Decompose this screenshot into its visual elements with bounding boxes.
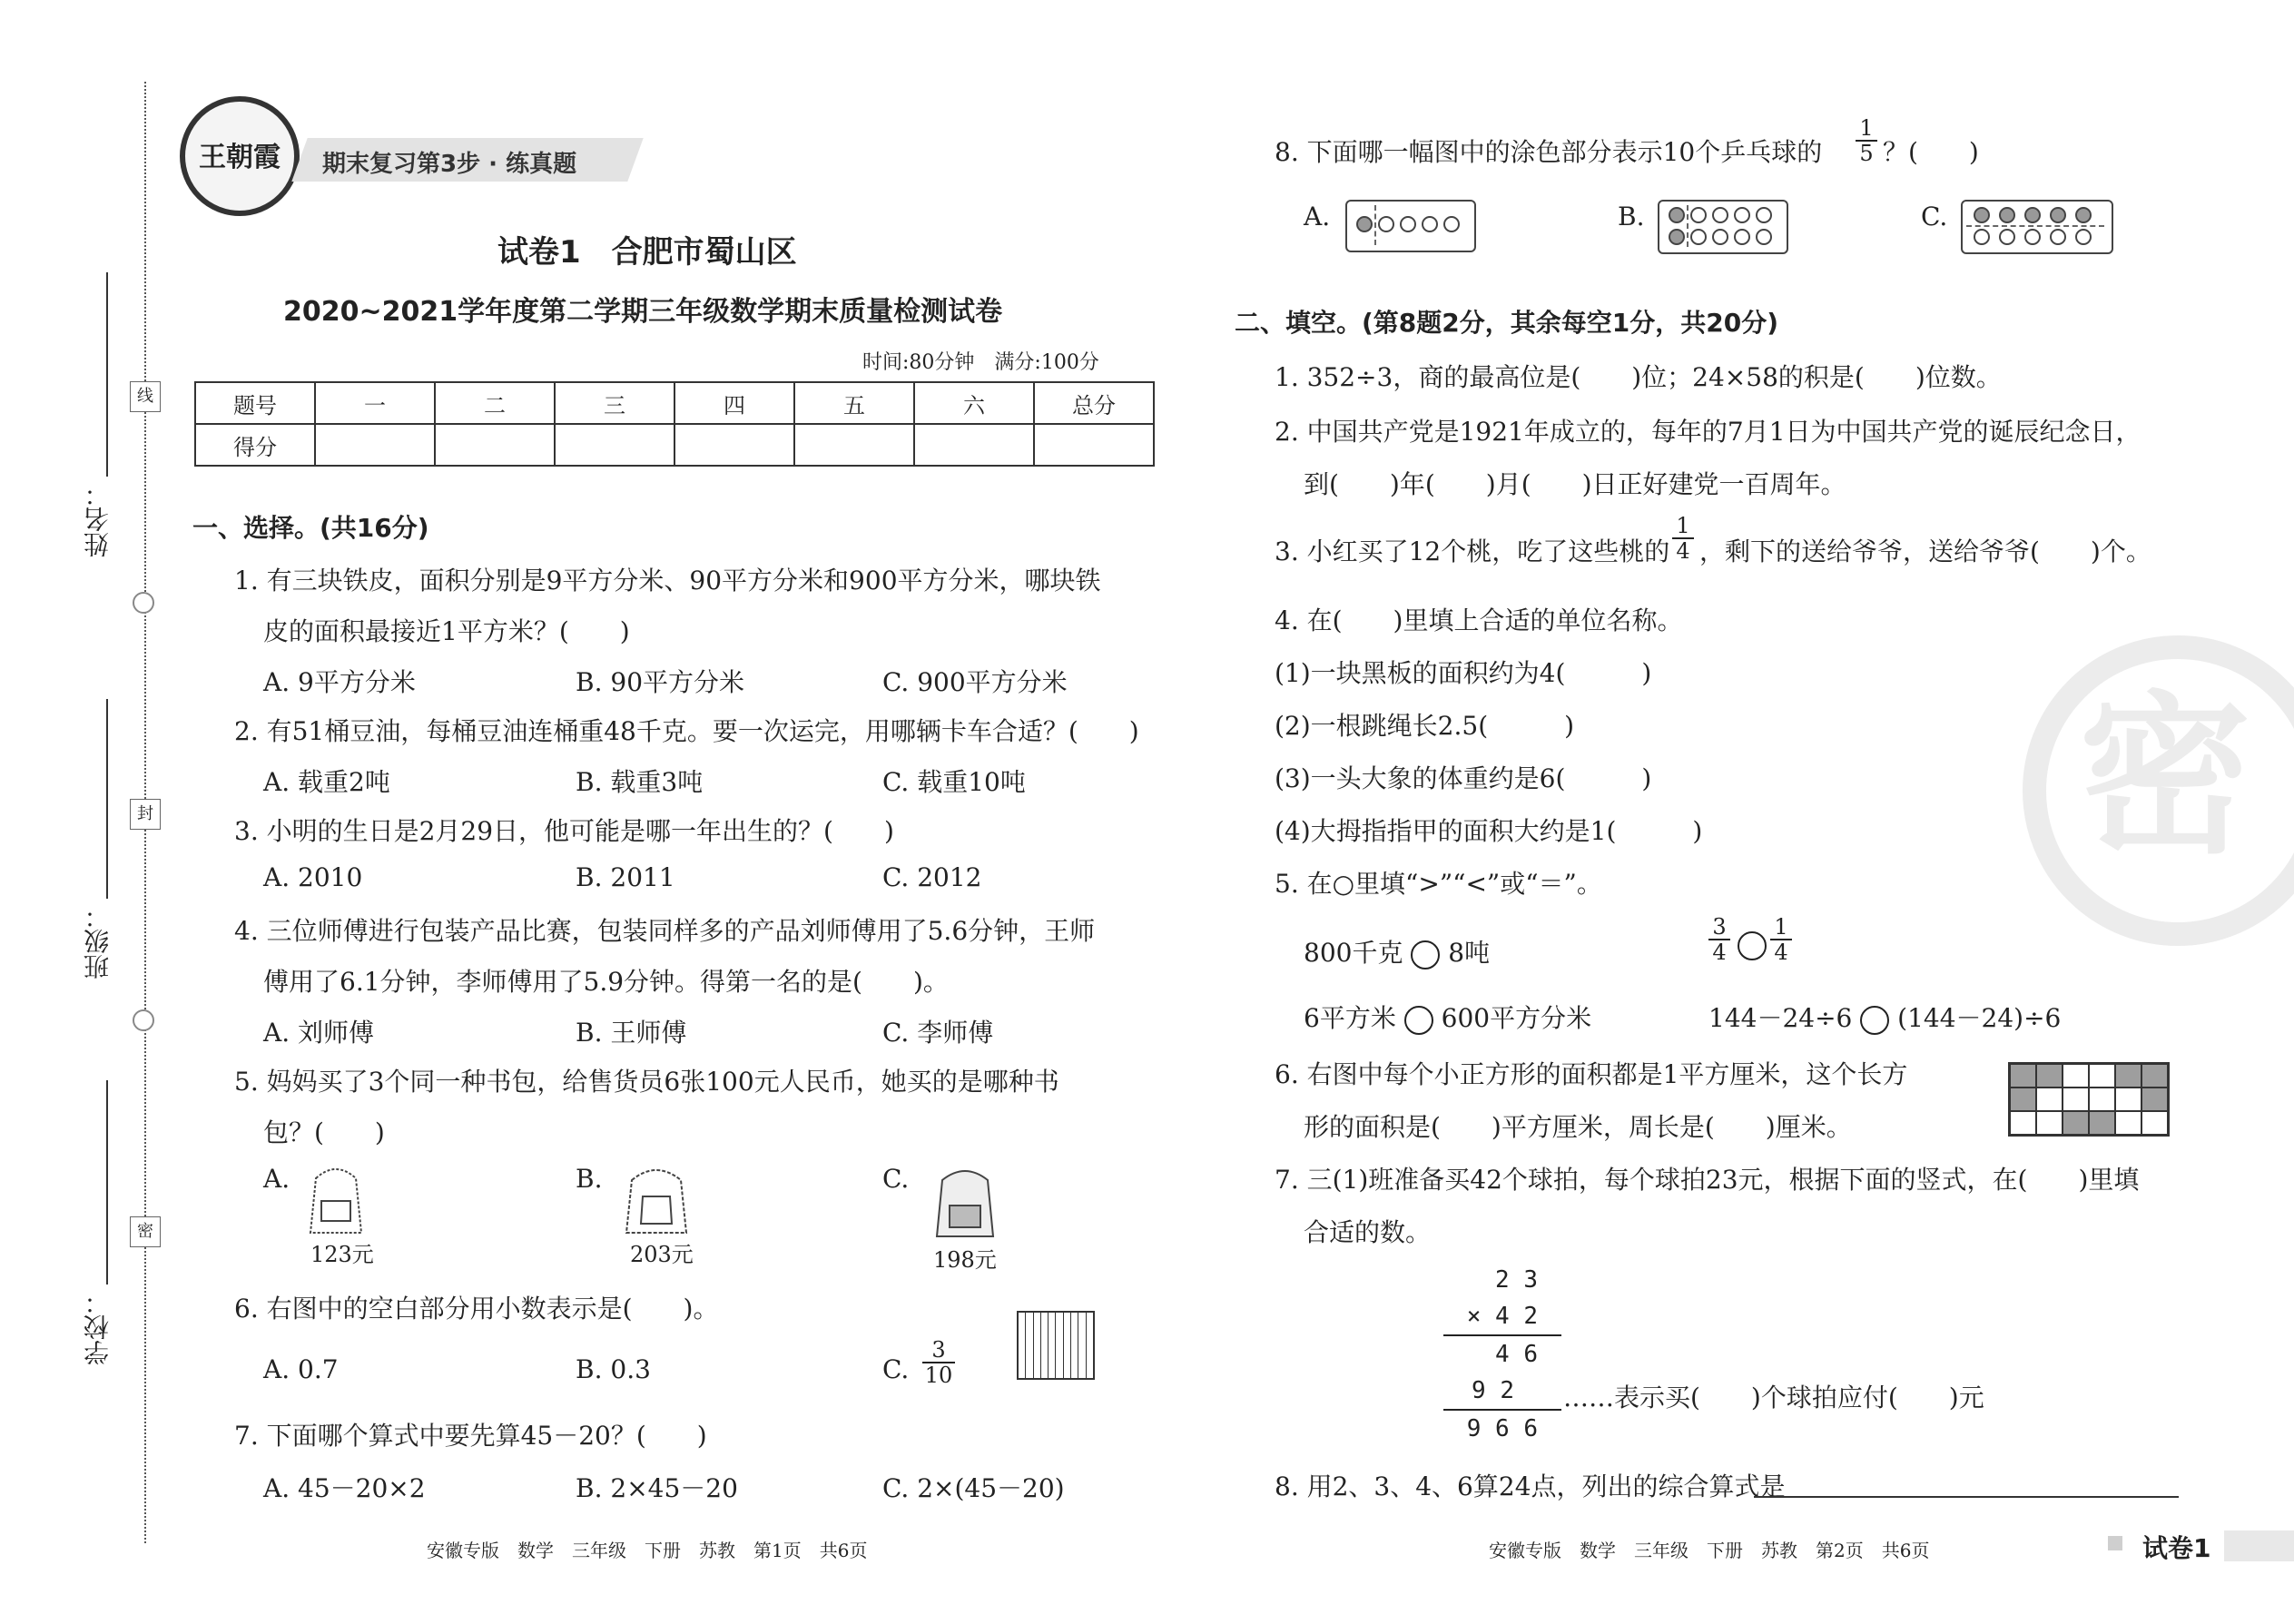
fill-q8-answer-line[interactable] — [1754, 1496, 2179, 1498]
q2-text: 2. 有51桶豆油，每桶豆油连桶重48千克。要一次运完，用哪辆卡车合适？( ) — [234, 716, 1139, 746]
q8-option-c[interactable]: C. — [1921, 202, 1948, 231]
q6-option-a[interactable]: A. 0.7 — [263, 1354, 339, 1384]
q1-option-a[interactable]: A. 9平方分米 — [263, 667, 416, 697]
q5-text: 5. 妈妈买了3个同一种书包，给售货员6张100元人民币，她买的是哪种书 — [234, 1067, 1059, 1097]
q7-option-a[interactable]: A. 45－20×2 — [263, 1473, 426, 1503]
class-field-label: 班级： — [83, 903, 113, 979]
compare-d-right: (144－24)÷6 — [1897, 1003, 2062, 1033]
q8-figure-b — [1658, 200, 1788, 254]
logo-text: 王朝霞 — [199, 142, 281, 173]
q3-text: 3. 小明的生日是2月29日，他可能是哪一年出生的？( ) — [234, 816, 894, 846]
q4-option-b[interactable]: B. 王师傅 — [576, 1018, 687, 1048]
fraction-denominator: 10 — [922, 1362, 955, 1387]
backpack-c-icon — [924, 1160, 1006, 1246]
score-table-header-row — [195, 382, 1154, 424]
q4-option-a[interactable]: A. 刘师傅 — [263, 1018, 375, 1048]
q7-option-c[interactable]: C. 2×(45－20) — [882, 1473, 1065, 1503]
q6-grid-figure — [2008, 1062, 2170, 1137]
backpack-a-icon — [300, 1160, 372, 1242]
compare-b-left-fraction — [1708, 915, 1730, 964]
compare-b-right-fraction — [1770, 915, 1792, 964]
compare-circle[interactable] — [1411, 940, 1440, 969]
fraction-numerator: 1 — [1774, 914, 1788, 940]
q4-text: 4. 三位师傅进行包装产品比赛，包装同样多的产品刘师傅用了5.6分钟，王师 — [234, 916, 1096, 946]
fraction-numerator: 1 — [1859, 115, 1874, 141]
footer-right: 安徽专版 数学 三年级 下册 苏教 第2页 共6页 — [1489, 1540, 1930, 1561]
compare-circle[interactable] — [1404, 1006, 1433, 1035]
price-a: 123元 — [310, 1242, 374, 1267]
fill-q4-1: (1)一块黑板的面积约为4( ) — [1275, 658, 1652, 688]
table-cell: 得分 — [195, 424, 315, 466]
fill-q7: 7. 三(1)班准备买42个球拍，每个球拍23元，根据下面的竖式，在( )里填 — [1275, 1165, 2140, 1195]
fill-q3-fraction — [1672, 514, 1694, 563]
score-input-cell[interactable] — [794, 424, 914, 466]
score-input-cell[interactable] — [555, 424, 674, 466]
calc-row: 9 2 — [1443, 1373, 1561, 1411]
page-subtitle: 2020~2021学年度第二学期三年级数学期末质量检测试卷 — [283, 296, 1003, 328]
fill-q7-cont: 合适的数。 — [1304, 1217, 1432, 1247]
fill-q1: 1. 352÷3，商的最高位是( )位；24×58的积是( )位数。 — [1275, 362, 2002, 392]
section2-title: 二、填空。(第8题2分，其余每空1分，共20分) — [1235, 308, 1779, 338]
q2-option-a[interactable]: A. 载重2吨 — [263, 767, 390, 797]
table-cell: 总分 — [1034, 382, 1154, 424]
fill-q3-tail: ，剩下的送给爷爷，送给爷爷( )个。 — [1699, 536, 2151, 566]
compare-circle[interactable] — [1860, 1006, 1889, 1035]
q8-figure-a — [1345, 200, 1476, 252]
section1-title: 一、选择。(共16分) — [192, 513, 429, 543]
score-input-cell[interactable] — [315, 424, 435, 466]
price-b: 203元 — [630, 1242, 694, 1267]
q5-option-b[interactable]: B. — [576, 1164, 603, 1194]
q6-option-b[interactable]: B. 0.3 — [576, 1354, 651, 1384]
fraction-numerator: 1 — [1676, 513, 1690, 538]
binding-hole — [133, 1009, 154, 1031]
score-input-cell[interactable] — [435, 424, 555, 466]
calc-row: × 4 2 — [1443, 1298, 1561, 1336]
q7-text: 7. 下面哪个算式中要先算45－20？( ) — [234, 1421, 707, 1451]
score-input-cell[interactable] — [674, 424, 794, 466]
compare-a — [1304, 933, 1490, 969]
table-cell: 六 — [914, 382, 1034, 424]
seal-marker-line: 线 — [130, 381, 161, 412]
q8-option-b[interactable]: B. — [1618, 202, 1645, 231]
score-input-cell[interactable] — [1034, 424, 1154, 466]
q7-option-b[interactable]: B. 2×45－20 — [576, 1473, 738, 1503]
backpack-b-icon — [615, 1160, 697, 1242]
fill-q4-4: (4)大拇指指甲的面积大约是1( ) — [1275, 816, 1703, 846]
binding-hole — [133, 592, 154, 614]
q2-option-c[interactable]: C. 载重10吨 — [882, 767, 1026, 797]
footer-tag: 试卷1 — [2142, 1533, 2211, 1563]
fill-q2-cont: 到( )年( )月( )日正好建党一百周年。 — [1304, 469, 1846, 499]
q1-option-c[interactable]: C. 900平方分米 — [882, 667, 1068, 697]
table-cell: 五 — [794, 382, 914, 424]
q8-option-a[interactable]: A. — [1304, 202, 1331, 231]
fraction-numerator: 3 — [931, 1337, 946, 1363]
name-field-label: 姓名： — [83, 481, 113, 557]
q3-option-a[interactable]: A. 2010 — [263, 862, 363, 892]
publisher-logo — [180, 96, 300, 216]
fill-q8: 8. 用2、3、4、6算24点，列出的综合算式是 — [1275, 1471, 1786, 1501]
footer-left: 安徽专版 数学 三年级 下册 苏教 第1页 共6页 — [427, 1540, 868, 1561]
fill-q4-3: (3)一头大象的体重约是6( ) — [1275, 763, 1652, 793]
q1-text: 1. 有三块铁皮，面积分别是9平方分米、90平方分米和900平方分米，哪块铁 — [234, 566, 1101, 595]
footer-tab-decoration — [2224, 1530, 2294, 1561]
compare-d — [1708, 999, 2061, 1035]
q1-text-cont: 皮的面积最接近1平方米？( ) — [263, 616, 630, 646]
q6-option-c[interactable]: C. — [882, 1354, 910, 1384]
table-cell: 二 — [435, 382, 555, 424]
fraction-denominator: 4 — [1708, 939, 1730, 964]
compare-c-left: 6平方米 — [1304, 1003, 1396, 1033]
q6-option-c-fraction — [922, 1338, 955, 1387]
q5-option-a[interactable]: A. — [263, 1164, 290, 1194]
school-field-label: 学校： — [83, 1289, 113, 1365]
fill-q4: 4. 在( )里填上合适的单位名称。 — [1275, 605, 1683, 635]
q5-text-cont: 包？( ) — [263, 1117, 385, 1147]
calc-note: ……表示买( )个球拍应付( )元 — [1563, 1383, 1984, 1412]
fill-q2: 2. 中国共产党是1921年成立的，每年的7月1日为中国共产党的诞辰纪念日， — [1275, 417, 2141, 447]
table-cell: 一 — [315, 382, 435, 424]
q5-option-c[interactable]: C. — [882, 1164, 910, 1194]
fraction-numerator: 3 — [1712, 914, 1727, 940]
q1-option-b[interactable]: B. 90平方分米 — [576, 667, 745, 697]
price-c: 198元 — [933, 1247, 997, 1273]
q8-fraction — [1856, 116, 1877, 165]
fraction-denominator: 4 — [1672, 537, 1694, 563]
fill-q5: 5. 在○里填“>”“<”或“＝”。 — [1275, 869, 1602, 899]
name-field-line[interactable] — [106, 272, 108, 477]
seal-marker-secret: 密 — [130, 1216, 161, 1247]
class-field-line[interactable] — [106, 699, 108, 899]
seal-marker-seal: 封 — [130, 799, 161, 830]
compare-circle[interactable] — [1738, 931, 1767, 960]
compare-d-left: 144－24÷6 — [1708, 1003, 1853, 1033]
q3-option-c[interactable]: C. 2012 — [882, 862, 982, 892]
q3-option-b[interactable]: B. 2011 — [576, 862, 675, 892]
q8-left-tail: ？( ) — [1883, 137, 1979, 167]
fraction-denominator: 5 — [1856, 140, 1877, 165]
calc-row: 9 6 6 — [1466, 1415, 1538, 1442]
table-cell: 三 — [555, 382, 674, 424]
table-cell: 题号 — [195, 382, 315, 424]
compare-c — [1304, 999, 1591, 1035]
score-input-cell[interactable] — [914, 424, 1034, 466]
q4-text-cont: 傅用了6.1分钟，李师傅用了5.9分钟。得第一名的是( )。 — [263, 967, 949, 997]
page-title: 试卷1 合肥市蜀山区 — [497, 234, 797, 271]
q8-left-text: 8. 下面哪一幅图中的涂色部分表示10个乒乓球的 — [1275, 137, 1823, 167]
fill-q6: 6. 右图中每个小正方形的面积都是1平方厘米，这个长方 — [1275, 1059, 1908, 1089]
fill-q4-2: (2)一根跳绳长2.5( ) — [1275, 711, 1575, 741]
q8-figure-c — [1961, 200, 2113, 254]
fill-q3: 3. 小红买了12个桃，吃了这些桃的 — [1275, 536, 1670, 566]
vertical-calculation — [1443, 1262, 1561, 1447]
score-table — [194, 381, 1155, 467]
compare-a-left: 800千克 — [1304, 938, 1403, 968]
score-table-row — [195, 424, 1154, 466]
q4-option-c[interactable]: C. 李师傅 — [882, 1018, 994, 1048]
banner-text: 期末复习第3步 · 练真题 — [322, 151, 577, 178]
compare-a-right: 8吨 — [1448, 938, 1491, 968]
school-field-line[interactable] — [106, 1080, 108, 1284]
footer-deco-square — [2108, 1536, 2122, 1550]
fraction-denominator: 4 — [1770, 939, 1792, 964]
compare-c-right: 600平方分米 — [1441, 1003, 1592, 1033]
calc-row: 4 6 — [1495, 1341, 1538, 1368]
q2-option-b[interactable]: B. 载重3吨 — [576, 767, 704, 797]
exam-meta: 时间:80分钟 满分:100分 — [862, 351, 1099, 374]
calc-row: 2 3 — [1495, 1266, 1538, 1294]
fill-q6-cont: 形的面积是( )平方厘米，周长是( )厘米。 — [1304, 1112, 1852, 1142]
table-cell: 四 — [674, 382, 794, 424]
watermark-seal-text: 密 — [2079, 674, 2252, 877]
q6-figure — [1017, 1311, 1095, 1380]
q6-text: 6. 右图中的空白部分用小数表示是( )。 — [234, 1294, 719, 1324]
